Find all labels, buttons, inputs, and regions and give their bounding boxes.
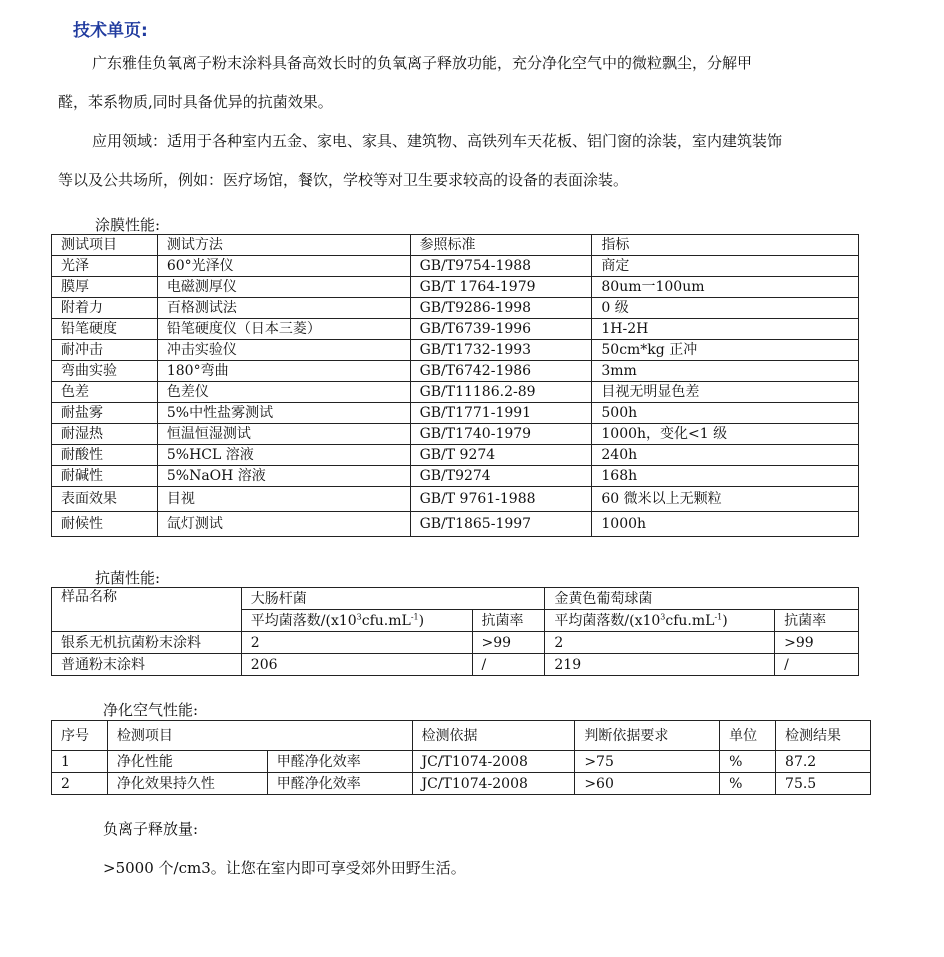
coating-cell: 耐碱性 bbox=[52, 466, 158, 487]
antibac-cell: 银系无机抗菌粉末涂料 bbox=[52, 632, 242, 654]
staph-header: 金黄色葡萄球菌 bbox=[545, 588, 859, 610]
purify-header-basis: 检测依据 bbox=[412, 721, 575, 751]
coating-cell: 500h bbox=[592, 403, 859, 424]
coating-row bbox=[52, 487, 859, 512]
coating-cell: 电磁测厚仪 bbox=[157, 277, 410, 298]
coating-row bbox=[52, 340, 859, 361]
intro-line-3: 应用领域：适用于各种室内五金、家电、家具、建筑物、高铁列车天花板、铝门窗的涂装，室内建筑装饰 bbox=[92, 132, 783, 150]
antibac-cell: 206 bbox=[241, 654, 472, 676]
coating-row bbox=[52, 424, 859, 445]
coating-cell: GB/T1732-1993 bbox=[410, 340, 592, 361]
coating-cell: 60°光泽仪 bbox=[157, 256, 410, 277]
purify-cell: 甲醛净化效率 bbox=[267, 751, 412, 773]
purify-row bbox=[52, 773, 871, 795]
coating-row bbox=[52, 256, 859, 277]
coating-section-label: 涂膜性能: bbox=[95, 216, 161, 234]
coating-cell: 5%中性盐雾测试 bbox=[157, 403, 410, 424]
coating-header-cell: 测试项目 bbox=[52, 235, 158, 256]
coating-cell: GB/T6742-1986 bbox=[410, 361, 592, 382]
purify-header-result: 检测结果 bbox=[776, 721, 871, 751]
coating-row bbox=[52, 403, 859, 424]
coating-row bbox=[52, 277, 859, 298]
coating-cell: GB/T1771-1991 bbox=[410, 403, 592, 424]
purify-cell: 2 bbox=[52, 773, 108, 795]
coating-performance-table bbox=[51, 234, 859, 537]
coating-cell: GB/T9286-1998 bbox=[410, 298, 592, 319]
coating-cell: 3mm bbox=[592, 361, 859, 382]
ecoli-count-header: 平均菌落数$/(x10^3cfu.mL^{-1})$ bbox=[241, 610, 472, 632]
purify-cell: >60 bbox=[575, 773, 720, 795]
purify-cell: 87.2 bbox=[776, 751, 871, 773]
coating-row bbox=[52, 445, 859, 466]
coating-cell: GB/T9274 bbox=[410, 466, 592, 487]
antibac-cell: >99 bbox=[775, 632, 859, 654]
coating-cell: 168h bbox=[592, 466, 859, 487]
coating-row bbox=[52, 466, 859, 487]
coating-cell: 50cm*kg 正冲 bbox=[592, 340, 859, 361]
coating-cell: 耐湿热 bbox=[52, 424, 158, 445]
coating-header-cell: 指标 bbox=[592, 235, 859, 256]
antibac-row bbox=[52, 632, 859, 654]
coating-cell: 色差仪 bbox=[157, 382, 410, 403]
coating-cell: 商定 bbox=[592, 256, 859, 277]
coating-cell: GB/T1740-1979 bbox=[410, 424, 592, 445]
coating-cell: 耐酸性 bbox=[52, 445, 158, 466]
antibac-cell: >99 bbox=[472, 632, 545, 654]
antibac-cell: / bbox=[775, 654, 859, 676]
sample-name-header: 样品名称 bbox=[52, 588, 242, 632]
purify-cell: >75 bbox=[575, 751, 720, 773]
coating-cell: GB/T 1764-1979 bbox=[410, 277, 592, 298]
coating-cell: 冲击实验仪 bbox=[157, 340, 410, 361]
coating-cell: 1000h bbox=[592, 512, 859, 537]
coating-cell: 铅笔硬度仪（日本三菱） bbox=[157, 319, 410, 340]
coating-row bbox=[52, 298, 859, 319]
purify-row bbox=[52, 751, 871, 773]
purify-cell: 1 bbox=[52, 751, 108, 773]
coating-cell: 180°弯曲 bbox=[157, 361, 410, 382]
coating-cell: 耐冲击 bbox=[52, 340, 158, 361]
purify-header-requirement: 判断依据要求 bbox=[575, 721, 720, 751]
coating-cell: 80um一100um bbox=[592, 277, 859, 298]
coating-cell: GB/T6739-1996 bbox=[410, 319, 592, 340]
coating-cell: 色差 bbox=[52, 382, 158, 403]
coating-cell: 弯曲实验 bbox=[52, 361, 158, 382]
coating-cell: 目视无明显色差 bbox=[592, 382, 859, 403]
coating-cell: 耐盐雾 bbox=[52, 403, 158, 424]
staph-count-header: 平均菌落数$/(x10^3cfu.mL^{-1})$ bbox=[545, 610, 775, 632]
coating-row bbox=[52, 382, 859, 403]
coating-header-cell: 测试方法 bbox=[157, 235, 410, 256]
coating-cell: 光泽 bbox=[52, 256, 158, 277]
coating-cell: 表面效果 bbox=[52, 487, 158, 512]
antibacterial-table bbox=[51, 587, 859, 676]
coating-cell: 耐候性 bbox=[52, 512, 158, 537]
purify-header-item: 检测项目 bbox=[107, 721, 412, 751]
purify-cell: 甲醛净化效率 bbox=[267, 773, 412, 795]
staph-rate-header: 抗菌率 bbox=[775, 610, 859, 632]
purify-cell: 75.5 bbox=[776, 773, 871, 795]
coating-cell: 恒温恒湿测试 bbox=[157, 424, 410, 445]
coating-cell: GB/T11186.2-89 bbox=[410, 382, 592, 403]
purify-cell: JC/T1074-2008 bbox=[412, 773, 575, 795]
coating-row bbox=[52, 361, 859, 382]
antibac-cell: / bbox=[472, 654, 545, 676]
purify-cell: % bbox=[720, 773, 776, 795]
coating-cell: 5%NaOH 溶液 bbox=[157, 466, 410, 487]
coating-cell: 1000h，变化<1 级 bbox=[592, 424, 859, 445]
coating-cell: 60 微米以上无颗粒 bbox=[592, 487, 859, 512]
purify-section-label: 净化空气性能: bbox=[103, 701, 199, 719]
coating-cell: GB/T1865-1997 bbox=[410, 512, 592, 537]
coating-cell: 0 级 bbox=[592, 298, 859, 319]
coating-cell: GB/T 9274 bbox=[410, 445, 592, 466]
antibac-cell: 219 bbox=[545, 654, 775, 676]
coating-header-row bbox=[52, 235, 859, 256]
coating-cell: 附着力 bbox=[52, 298, 158, 319]
coating-cell: 240h bbox=[592, 445, 859, 466]
purify-cell: 净化效果持久性 bbox=[107, 773, 267, 795]
coating-cell: 铅笔硬度 bbox=[52, 319, 158, 340]
antibac-cell: 普通粉末涂料 bbox=[52, 654, 242, 676]
purify-header-no: 序号 bbox=[52, 721, 108, 751]
ecoli-rate-header: 抗菌率 bbox=[472, 610, 545, 632]
antibac-cell: 2 bbox=[241, 632, 472, 654]
coating-cell: 1H-2H bbox=[592, 319, 859, 340]
antibac-row bbox=[52, 654, 859, 676]
coating-row bbox=[52, 319, 859, 340]
coating-header-cell: 参照标准 bbox=[410, 235, 592, 256]
purify-cell: JC/T1074-2008 bbox=[412, 751, 575, 773]
coating-cell: 氙灯测试 bbox=[157, 512, 410, 537]
coating-cell: 百格测试法 bbox=[157, 298, 410, 319]
intro-line-1: 广东雅佳负氧离子粉末涂料具备高效长时的负氧离子释放功能，充分净化空气中的微粒飘尘，分解甲 bbox=[92, 54, 753, 72]
intro-line-4: 等以及公共场所，例如：医疗场馆，餐饮，学校等对卫生要求较高的设备的表面涂装。 bbox=[58, 171, 629, 189]
page-title: 技术单页: bbox=[73, 21, 148, 41]
anion-text: >5000 个/cm3。让您在室内即可享受郊外田野生活。 bbox=[103, 859, 466, 877]
coating-cell: GB/T 9761-1988 bbox=[410, 487, 592, 512]
antibac-cell: 2 bbox=[545, 632, 775, 654]
antibac-section-label: 抗菌性能: bbox=[95, 569, 161, 587]
air-purification-table bbox=[51, 720, 871, 795]
purify-cell: % bbox=[720, 751, 776, 773]
coating-cell: GB/T9754-1988 bbox=[410, 256, 592, 277]
coating-row bbox=[52, 512, 859, 537]
ecoli-header: 大肠杆菌 bbox=[241, 588, 545, 610]
purify-cell: 净化性能 bbox=[107, 751, 267, 773]
anion-label: 负离子释放量: bbox=[103, 820, 199, 838]
intro-line-2: 醛，苯系物质,同时具备优异的抗菌效果。 bbox=[58, 93, 333, 111]
purify-header-unit: 单位 bbox=[720, 721, 776, 751]
coating-cell: 目视 bbox=[157, 487, 410, 512]
coating-cell: 膜厚 bbox=[52, 277, 158, 298]
coating-cell: 5%HCL 溶液 bbox=[157, 445, 410, 466]
